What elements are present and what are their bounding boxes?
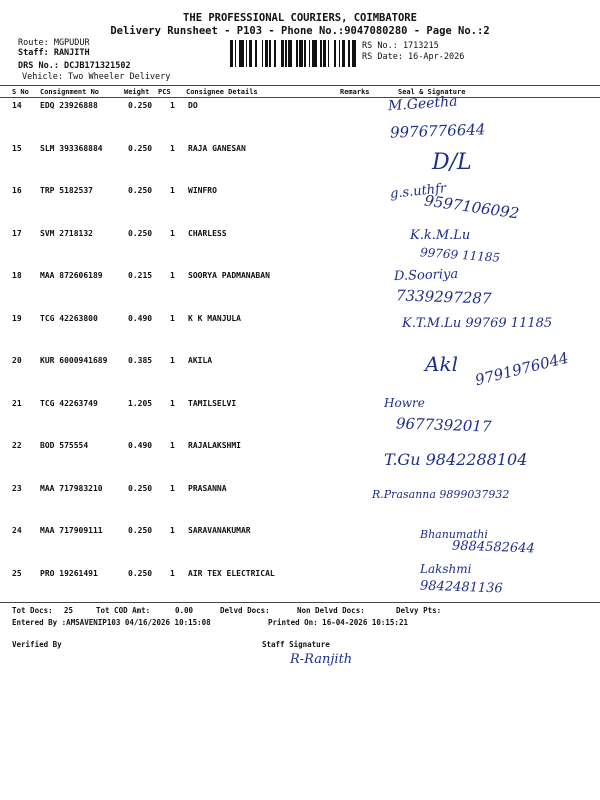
staff-handwritten-signature: R-Ranjith [290,652,353,667]
table-header-border [0,97,600,98]
table-row [0,484,600,527]
row-consignee: WINFRO [188,186,217,195]
row-weight: 0.250 [128,101,153,110]
row-consignment-no: MAA 717909111 [40,526,103,535]
row-consignment-no: MAA 872606189 [40,271,103,280]
verified-by-label: Verified By [12,640,62,649]
row-sno: 18 [12,271,22,280]
col-consignment: Consignment No [40,88,100,96]
tot-cod-label: Tot COD Amt: [96,606,151,615]
staff-signature-label: Staff Signature [262,640,330,649]
col-sno: S No [12,88,29,96]
row-sno: 21 [12,398,22,408]
row-pcs: 1 [170,441,175,450]
handwritten-signature: g.s.uthfr [389,181,447,202]
handwritten-phone: 9597106092 [423,191,521,223]
table-top-border [0,85,600,86]
col-weight: Weight [124,88,150,96]
handwritten-phone: 7339297287 [395,286,492,308]
row-pcs: 1 [170,271,175,280]
row-weight: 1.205 [128,398,153,408]
col-seal-signature: Seal & Signature [398,88,466,96]
row-weight: 0.490 [128,441,153,450]
barcode [230,40,358,67]
row-weight: 0.490 [128,313,153,323]
delvy-pts-label: Delvy Pts: [396,606,442,615]
company-name: THE PROFESSIONAL COURIERS, COIMBATORE [183,12,417,24]
row-consignment-no: KUR 6000941689 [40,356,108,365]
tot-docs-value: 25 [64,606,74,615]
row-pcs: 1 [170,143,175,153]
handwritten-signature: D.Sooriya [393,266,459,285]
row-sno: 14 [12,101,22,110]
row-sno: 15 [12,143,22,153]
table-row [0,271,600,314]
handwritten-signature: Howre [384,396,425,410]
handwritten-phone: 9677392017 [395,414,492,436]
row-consignee: TAMILSELVI [188,398,237,408]
row-sno: 20 [12,356,22,365]
row-pcs: 1 [170,101,175,110]
entered-by: Entered By :AMSAVENIP103 04/16/2026 10:15:08 [12,618,211,627]
table-row [0,399,600,442]
row-consignee: SARAVANAKUMAR [188,526,251,535]
row-consignee: RAJALAKSHMI [188,441,241,450]
row-sno: 16 [12,186,22,195]
handwritten-signature: T.Gu 9842288104 [384,450,528,469]
vehicle-label: Vehicle: Two Wheeler Delivery [22,72,171,82]
row-consignee: PRASANNA [188,483,227,493]
table-row [0,144,600,187]
row-weight: 0.250 [128,483,153,493]
tot-cod-value: 0.00 [175,606,194,615]
row-weight: 0.250 [128,186,153,195]
row-consignee: DO [188,101,198,110]
staff-label: Staff: RANJITH [18,48,90,58]
row-consignee: AIR TEX ELECTRICAL [188,568,275,578]
row-sno: 25 [12,568,22,578]
handwritten-signature: Bhanumathi [420,528,488,541]
runsheet-subtitle: Delivery Runsheet - P103 - Phone No.:9047080280 - Page No.:2 [110,25,490,37]
row-weight: 0.385 [128,356,153,365]
row-sno: 19 [12,313,22,323]
rs-date: RS Date: 16-Apr-2026 [362,52,465,62]
row-consignment-no: SVM 2718132 [40,228,93,238]
handwritten-signature: D/L [432,150,472,175]
row-pcs: 1 [170,398,175,408]
row-consignee: K K MANJULA [188,313,241,323]
row-consignment-no: TCG 42263800 [40,313,98,323]
row-consignment-no: PRO 19261491 [40,568,98,578]
delvd-docs-label: Delvd Docs: [220,606,270,615]
row-pcs: 1 [170,228,175,238]
row-sno: 24 [12,526,22,535]
row-pcs: 1 [170,568,175,578]
handwritten-signature: K.T.M.Lu 99769 11185 [402,316,553,331]
handwritten-signature: Lakshmi [420,562,472,576]
table-row [0,101,600,144]
col-remarks: Remarks [340,88,370,96]
handwritten-phone: 9884582644 [451,538,535,557]
row-consignment-no: EDQ 23926888 [40,101,98,110]
handwritten-signature: R.Prasanna 9899037932 [372,488,510,501]
handwritten-signature: M.Geetha [387,93,459,115]
handwritten-phone: 9842481136 [419,578,503,597]
row-pcs: 1 [170,526,175,535]
route-label: Route: MGPUDUR [18,38,90,48]
row-weight: 0.250 [128,228,153,238]
row-consignee: SOORYA PADMANABAN [188,271,270,280]
drs-label: DRS No.: DCJB171321502 [18,61,131,71]
row-sno: 23 [12,483,22,493]
row-weight: 0.250 [128,526,153,535]
row-weight: 0.250 [128,143,153,153]
row-consignee: CHARLESS [188,228,227,238]
row-pcs: 1 [170,313,175,323]
rs-number: RS No.: 1713215 [362,41,439,51]
row-pcs: 1 [170,483,175,493]
handwritten-phone: 9976776644 [389,120,486,142]
row-sno: 17 [12,228,22,238]
tot-docs-label: Tot Docs: [12,606,53,615]
table-row [0,229,600,272]
row-consignment-no: SLM 393368884 [40,143,103,153]
row-consignee: RAJA GANESAN [188,143,246,153]
row-weight: 0.250 [128,568,153,578]
row-consignment-no: BOD 575554 [40,441,89,450]
non-delvd-docs-label: Non Delvd Docs: [297,606,365,615]
row-pcs: 1 [170,186,175,195]
handwritten-phone: 99769 11185 [419,245,501,265]
handwritten-signature: K.k.M.Lu [410,228,471,243]
handwritten-signature: Akl [425,352,458,376]
row-consignment-no: TRP 5182537 [40,186,93,195]
row-weight: 0.215 [128,271,153,280]
row-pcs: 1 [170,356,175,365]
handwritten-phone: 9791976044 [473,348,571,390]
row-consignment-no: TCG 42263749 [40,398,98,408]
col-pcs: PCS [158,88,171,96]
printed-on: Printed On: 16-04-2026 10:15:21 [268,618,408,627]
table-bottom-border [0,602,600,603]
row-consignee: AKILA [188,356,213,365]
col-consignee: Consignee Details [186,88,258,96]
row-consignment-no: MAA 717983210 [40,483,103,493]
row-sno: 22 [12,441,22,450]
